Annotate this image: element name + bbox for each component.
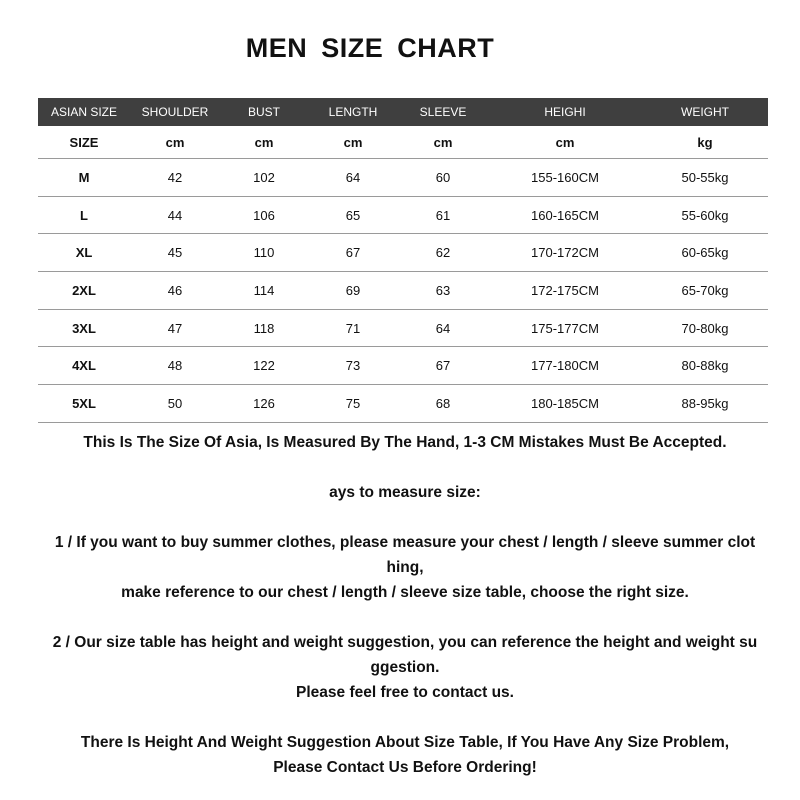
size-disclaimer: This Is The Size Of Asia, Is Measured By The Hand, 1-3 CM Mistakes Must Be Accepted. <box>83 434 727 451</box>
instruction-1-line-1: 1 / If you want to buy summer clothes, please measure your chest / length / sleeve summer clot <box>54 534 756 551</box>
size-table <box>38 98 768 423</box>
length-cell: 64 <box>308 159 398 197</box>
instruction-2-line-3: Please feel free to contact us. <box>296 684 514 701</box>
size-cell: L <box>38 196 130 234</box>
table-row <box>38 385 768 423</box>
weight-cell: 60-65kg <box>642 234 768 272</box>
measurement-notes <box>30 430 780 780</box>
header-weight: WEIGHT <box>642 98 768 126</box>
table-row <box>38 234 768 272</box>
sleeve-cell: 64 <box>398 309 488 347</box>
shoulder-cell: 47 <box>130 309 220 347</box>
bust-cell: 110 <box>220 234 308 272</box>
sleeve-cell: 67 <box>398 347 488 385</box>
header-height: HEIGHI <box>488 98 642 126</box>
sleeve-cell: 63 <box>398 272 488 310</box>
size-cell: XL <box>38 234 130 272</box>
unit-cell: cm <box>130 126 220 159</box>
unit-cell: kg <box>642 126 768 159</box>
weight-cell: 50-55kg <box>642 159 768 197</box>
shoulder-cell: 50 <box>130 385 220 423</box>
length-cell: 71 <box>308 309 398 347</box>
ways-heading: ays to measure size: <box>329 484 481 501</box>
sleeve-cell: 68 <box>398 385 488 423</box>
bust-cell: 118 <box>220 309 308 347</box>
size-cell: M <box>38 159 130 197</box>
bust-cell: 114 <box>220 272 308 310</box>
length-cell: 67 <box>308 234 398 272</box>
sleeve-cell: 62 <box>398 234 488 272</box>
shoulder-cell: 45 <box>130 234 220 272</box>
table-row <box>38 272 768 310</box>
unit-cell: cm <box>220 126 308 159</box>
sleeve-cell: 60 <box>398 159 488 197</box>
bust-cell: 102 <box>220 159 308 197</box>
size-cell: 2XL <box>38 272 130 310</box>
table-header-row <box>38 98 768 126</box>
height-cell: 155-160CM <box>488 159 642 197</box>
weight-cell: 88-95kg <box>642 385 768 423</box>
length-cell: 73 <box>308 347 398 385</box>
shoulder-cell: 46 <box>130 272 220 310</box>
bust-cell: 126 <box>220 385 308 423</box>
size-cell: 5XL <box>38 385 130 423</box>
unit-cell: cm <box>488 126 642 159</box>
instruction-2-line-1: 2 / Our size table has height and weight suggestion, you can reference the height and weight su <box>52 634 758 651</box>
height-cell: 180-185CM <box>488 385 642 423</box>
instruction-1-line-3: make reference to our chest / length / sleeve size table, choose the right size. <box>121 584 689 601</box>
header-sleeve: SLEEVE <box>398 98 488 126</box>
shoulder-cell: 44 <box>130 196 220 234</box>
height-cell: 177-180CM <box>488 347 642 385</box>
weight-cell: 65-70kg <box>642 272 768 310</box>
footer-line-2: Please Contact Us Before Ordering! <box>273 759 537 776</box>
header-length: LENGTH <box>308 98 398 126</box>
instruction-1-line-2: hing, <box>386 559 424 576</box>
length-cell: 75 <box>308 385 398 423</box>
table-row <box>38 196 768 234</box>
table-row <box>38 159 768 197</box>
instruction-2-line-2: ggestion. <box>370 659 440 676</box>
header-shoulder: SHOULDER <box>130 98 220 126</box>
table-row <box>38 309 768 347</box>
header-asian-size: ASIAN SIZE <box>38 98 130 126</box>
shoulder-cell: 42 <box>130 159 220 197</box>
footer-line-1: There Is Height And Weight Suggestion About Size Table, If You Have Any Size Problem, <box>80 734 730 751</box>
length-cell: 65 <box>308 196 398 234</box>
unit-cell: SIZE <box>38 126 130 159</box>
unit-row <box>38 126 768 159</box>
unit-cell: cm <box>308 126 398 159</box>
size-cell: 4XL <box>38 347 130 385</box>
weight-cell: 80-88kg <box>642 347 768 385</box>
height-cell: 160-165CM <box>488 196 642 234</box>
sleeve-cell: 61 <box>398 196 488 234</box>
bust-cell: 106 <box>220 196 308 234</box>
length-cell: 69 <box>308 272 398 310</box>
height-cell: 172-175CM <box>488 272 642 310</box>
page-title: MEN SIZE CHART <box>245 33 495 63</box>
bust-cell: 122 <box>220 347 308 385</box>
size-cell: 3XL <box>38 309 130 347</box>
shoulder-cell: 48 <box>130 347 220 385</box>
weight-cell: 70-80kg <box>642 309 768 347</box>
weight-cell: 55-60kg <box>642 196 768 234</box>
table-row <box>38 347 768 385</box>
unit-cell: cm <box>398 126 488 159</box>
height-cell: 170-172CM <box>488 234 642 272</box>
header-bust: BUST <box>220 98 308 126</box>
height-cell: 175-177CM <box>488 309 642 347</box>
